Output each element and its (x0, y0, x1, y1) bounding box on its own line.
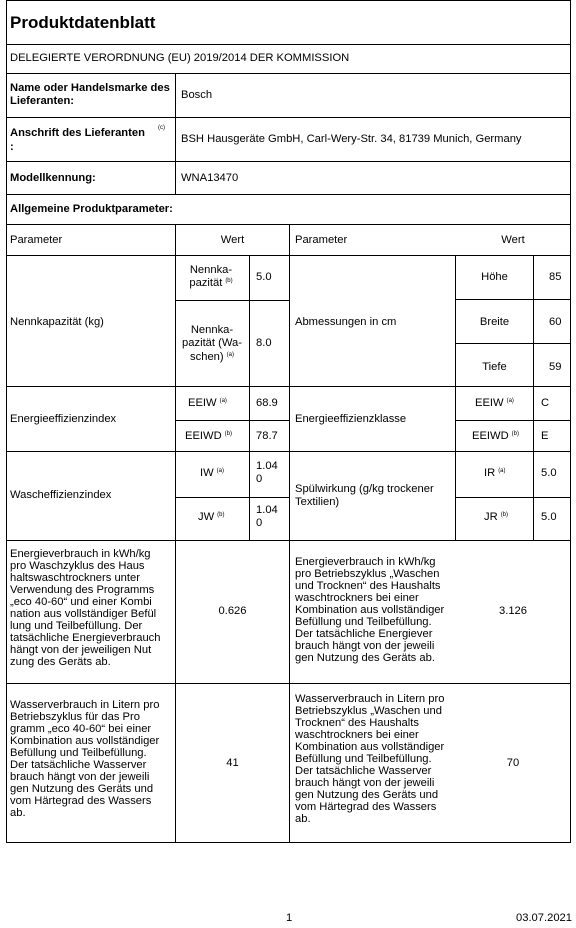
energy-cycle-value: 3.126 (499, 605, 527, 617)
col-header-value-2: Wert (501, 234, 525, 246)
energy-class-label: Energieeffizienzklasse (295, 413, 407, 425)
depth-label: Tiefe (482, 361, 507, 373)
iw-label: IW $^{(a)}$ (200, 467, 225, 479)
rule (6, 44, 571, 45)
rule (175, 73, 176, 194)
eei-wd-value: 78.7 (256, 430, 278, 442)
eei-wd-label: EEIWD $^{(b)}$ (185, 430, 233, 442)
rule (455, 299, 571, 300)
eei-w-value: 68.9 (256, 397, 278, 409)
energy-class-w-value: C (541, 397, 550, 409)
rule (289, 224, 290, 843)
footer-date: 03.07.2021 (516, 912, 572, 924)
energy-cycle-label: Energieverbrauch in kWh/kg pro Betriebszyklus „Waschen und Trocknen“ des Haushalts waschtrockners bei einer Kombination aus vollständiger Befüllung und Teilbefüllung. Der tatsächliche Energiever brauch hängt von der jeweili gen Nutzung des Geräts ab. (295, 556, 445, 664)
energy-wash-value: 0.626 (218, 605, 247, 617)
jw-label: JW $^{(b)}$ (198, 511, 225, 523)
height-value: 85 (549, 271, 562, 283)
rule (175, 300, 290, 301)
eei-w-label: EEIW $^{(a)}$ (188, 397, 227, 409)
page-number: 1 (286, 912, 293, 924)
energy-class-w-label: EEIW $^{(a)}$ (475, 397, 514, 409)
rule (6, 73, 571, 74)
jw-value: 1.04 0 (256, 504, 278, 530)
col-header-param-1: Parameter (10, 234, 63, 246)
water-wash-value: 41 (226, 757, 239, 769)
water-cycle-value: 70 (506, 757, 520, 769)
rule (6, 161, 571, 162)
rule (175, 224, 176, 843)
depth-value: 59 (549, 361, 562, 373)
supplier-label: Name oder Handelsmarke des Lieferanten: (10, 82, 170, 108)
regulation-text: DELEGIERTE VERORDNUNG (EU) 2019/2014 DER KOMMISSION (10, 52, 350, 64)
rule (455, 420, 571, 421)
rule (175, 497, 290, 498)
energy-class-wd-value: E (541, 430, 549, 442)
rule (455, 497, 571, 498)
iw-value: 1.04 0 (256, 460, 278, 486)
capacity-wash-label: Nennkapazität $^{(b)}$ (189, 264, 233, 290)
model-value: WNA13470 (181, 172, 239, 184)
jr-value: 5.0 (541, 511, 557, 523)
col-header-param-2: Parameter (295, 234, 348, 246)
dimensions-label: Abmessungen in cm (295, 316, 397, 328)
energy-wash-label: Energieverbrauch in kWh/kg pro Waschzyklus des Haus haltswaschtrockners unter Verwendung des Programms „eco 40-60“ und einer Kombi nation aus vollständiger Befül lung und Teilbefüllung. Der tatsächliche Energieverbrauch hängt von der jeweiligen Nut zung des Geräts ab. (10, 548, 161, 668)
capacity-label: Nennkapazität (kg) (10, 316, 104, 328)
wash-efficiency-label: Wascheffizienzindex (10, 489, 112, 501)
table-border-top (6, 0, 571, 1)
water-wash-label: Wasserverbrauch in Litern pro Betriebszyklus für das Pro gramm „eco 40-60“ bei einer Kombination aus vollständiger Befüllung und Teilbefüllung. Der tatsächliche Wasserver brauch hängt von der jeweili gen Nutzung des Geräts und vom Härtegrad des Wassers ab. (10, 699, 160, 819)
eei-label: Energieeffizienzindex (10, 413, 117, 425)
col-header-value-1: Wert (220, 234, 245, 246)
table-border-left (6, 0, 7, 843)
table-border-right (570, 0, 571, 843)
general-params-heading: Allgemeine Produktparameter: (10, 203, 173, 215)
page-title: Produktdatenblatt (10, 13, 156, 32)
water-cycle-label: Wasserverbrauch in Litern pro Betriebszyklus „Waschen und Trocknen“ des Haushalts waschtrockners bei einer Kombination aus vollständiger Befüllung und Teilbefüllung. Der tatsächliche Wasserver brauch hängt von der jeweili gen Nutzung des Geräts und vom Härtegrad des Wassers ab. (295, 693, 445, 825)
address-colon: : (10, 141, 14, 153)
rinse-label: Spülwirkung (g/kg trockener Textilien) (295, 483, 434, 509)
ir-value: 5.0 (541, 467, 557, 479)
capacity-dry-value: 8.0 (256, 337, 272, 349)
capacity-dry-label: Nennkapazität (Waschen) $^{(a)}$ (182, 324, 242, 363)
address-note: (c) (158, 125, 165, 131)
capacity-wash-value: 5.0 (256, 271, 272, 283)
height-label: Höhe (481, 271, 508, 283)
width-value: 60 (549, 316, 562, 328)
supplier-value: Bosch (181, 89, 213, 101)
address-value: BSH Hausgeräte GmbH, Carl-Wery-Str. 34, 81739 Munich, Germany (181, 133, 522, 145)
energy-class-wd-label: EEIWD $^{(b)}$ (472, 430, 520, 442)
address-label: Anschrift des Lieferanten (10, 127, 145, 139)
rule (6, 117, 571, 118)
rule (6, 194, 571, 195)
rule (455, 343, 571, 344)
jr-label: JR $^{(b)}$ (484, 511, 509, 523)
ir-label: IR $^{(a)}$ (484, 467, 506, 479)
model-label: Modellkennung: (10, 172, 96, 184)
rule (175, 420, 290, 421)
width-label: Breite (479, 316, 510, 328)
